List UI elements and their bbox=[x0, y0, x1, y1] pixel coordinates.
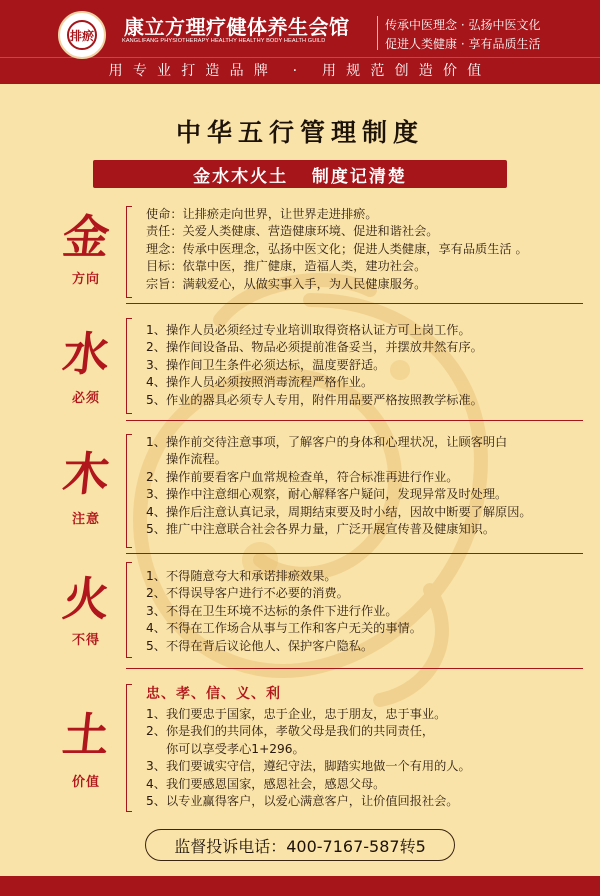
element-sub-earth: 价值 bbox=[71, 775, 100, 790]
section-bracket bbox=[126, 562, 132, 658]
element-char-wood: 木 bbox=[60, 447, 112, 501]
section-bracket bbox=[126, 206, 132, 298]
section-bracket bbox=[126, 684, 132, 812]
list-item: 3、我们要诚实守信，遵纪守法，脚踏实地做一个有用的人。 bbox=[146, 759, 471, 774]
list-item: 4、不得在工作场合从事与工作和客户无关的事情。 bbox=[146, 621, 422, 636]
list-item: 2、不得误导客户进行不必要的消费。 bbox=[146, 586, 349, 601]
list-item: 2、操作间设备品、物品必须提前准备妥当，并摆放井然有序。 bbox=[146, 340, 483, 355]
list-item: 使命：让排瘀走向世界，让世界走进排瘀。 bbox=[146, 207, 378, 221]
section-lines bbox=[146, 568, 586, 655]
brand-name-en: KANGLIFANG PHYSIOTHERAPY HEALTHY HEALTHY BODY HEALTH GUILD bbox=[122, 38, 326, 44]
list-item: 3、操作间卫生条件必须达标，温度要舒适。 bbox=[146, 357, 386, 372]
section-divider bbox=[126, 303, 583, 304]
list-item: 1、操作人员必须经过专业培训取得资格认证方可上岗工作。 bbox=[146, 323, 471, 337]
list-item: 宗旨：满载爱心，从做实事入手，为人民健康服务。 bbox=[146, 276, 427, 291]
list-item: 5、作业的器具必须专人专用，附件用品要严格按照教学标准。 bbox=[146, 392, 483, 407]
header-top bbox=[0, 0, 600, 58]
list-item: 2、操作前要看客户血常规检查单，符合标准再进行作业。 bbox=[146, 469, 459, 484]
section-bracket bbox=[126, 434, 132, 548]
element-sub-water: 必须 bbox=[71, 391, 100, 406]
list-item: 目标：依靠中医，推广健康，造福人类，建功社会。 bbox=[146, 259, 427, 274]
subtitle-banner bbox=[93, 160, 507, 188]
list-item: 5、不得在背后议论他人、保护客户隐私。 bbox=[146, 638, 374, 653]
section-heading: 忠、孝、信、义、利 bbox=[146, 686, 281, 702]
list-item: 4、我们要感恩国家，感恩社会，感恩父母。 bbox=[146, 776, 386, 791]
hotline-box bbox=[145, 829, 455, 861]
hotline-text: 监督投诉电话：400-7167-587转5 bbox=[174, 836, 426, 856]
section-bracket bbox=[126, 318, 132, 414]
header-motto-line1: 传承中医理念 · 弘扬中医文化 bbox=[385, 18, 541, 32]
element-sub-fire: 不得 bbox=[71, 633, 100, 648]
section-divider bbox=[126, 553, 583, 554]
section-lines bbox=[146, 434, 586, 538]
section-lines bbox=[146, 206, 586, 293]
list-item: 4、操作人员必须按照消毒流程严格作业。 bbox=[146, 375, 374, 390]
list-item: 你可以享受孝心1+296。 bbox=[166, 741, 305, 756]
section-divider bbox=[126, 668, 583, 669]
list-item: 5、以专业赢得客户，以爱心满意客户，让价值回报社会。 bbox=[146, 794, 459, 809]
slogan: 用专业打造品牌 · 用规范创造价值 bbox=[108, 63, 492, 79]
list-item: 1、操作前交待注意事项，了解客户的身体和心理状况，让顾客明白 bbox=[146, 435, 508, 449]
list-item: 理念：传承中医理念，弘扬中医文化；促进人类健康，享有品质生活 。 bbox=[146, 241, 528, 256]
list-item: 3、不得在卫生环境不达标的条件下进行作业。 bbox=[146, 603, 398, 618]
header-banner bbox=[0, 0, 600, 84]
list-item: 1、我们要忠于国家，忠于企业，忠于朋友，忠于事业。 bbox=[146, 707, 447, 721]
logo bbox=[58, 11, 106, 59]
element-char-earth: 土 bbox=[60, 708, 112, 762]
list-item: 3、操作中注意细心观察，耐心解释客户疑问，发现异常及时处理。 bbox=[146, 487, 508, 502]
header-motto-line2: 促进人类健康 · 享有品质生活 bbox=[385, 37, 541, 51]
page-title: 中华五行管理制度 bbox=[175, 118, 424, 147]
section-divider bbox=[126, 420, 583, 421]
subtitle-text: 金水木火土 制度记清楚 bbox=[193, 166, 407, 187]
element-sub-wood: 注意 bbox=[71, 512, 100, 527]
element-char-metal: 金 bbox=[60, 210, 112, 264]
footer-band bbox=[0, 876, 600, 896]
header-divider bbox=[377, 16, 378, 50]
list-item: 责任：关爱人类健康、营造健康环境、促进和谐社会。 bbox=[146, 224, 439, 239]
section-lines bbox=[146, 684, 586, 810]
list-item: 5、推广中注意联合社会各界力量，广泛开展宣传普及健康知识。 bbox=[146, 522, 496, 537]
list-item: 2、你是我们的共同体，孝敬父母是我们的共同责任， bbox=[146, 724, 435, 739]
list-item: 1、不得随意夸大和承诺排瘀效果。 bbox=[146, 569, 337, 583]
list-item: 操作流程。 bbox=[166, 452, 227, 467]
logo-seal-icon: 排瘀 bbox=[67, 20, 97, 50]
element-char-fire: 火 bbox=[60, 572, 112, 626]
element-sub-metal: 方向 bbox=[71, 272, 100, 287]
element-char-water: 水 bbox=[60, 327, 112, 381]
section-lines bbox=[146, 322, 586, 409]
list-item: 4、操作后注意认真记录，周期结束要及时小结，因故中断要了解原因。 bbox=[146, 504, 532, 519]
brand-name: 康立方理疗健体养生会馆 bbox=[124, 15, 350, 39]
